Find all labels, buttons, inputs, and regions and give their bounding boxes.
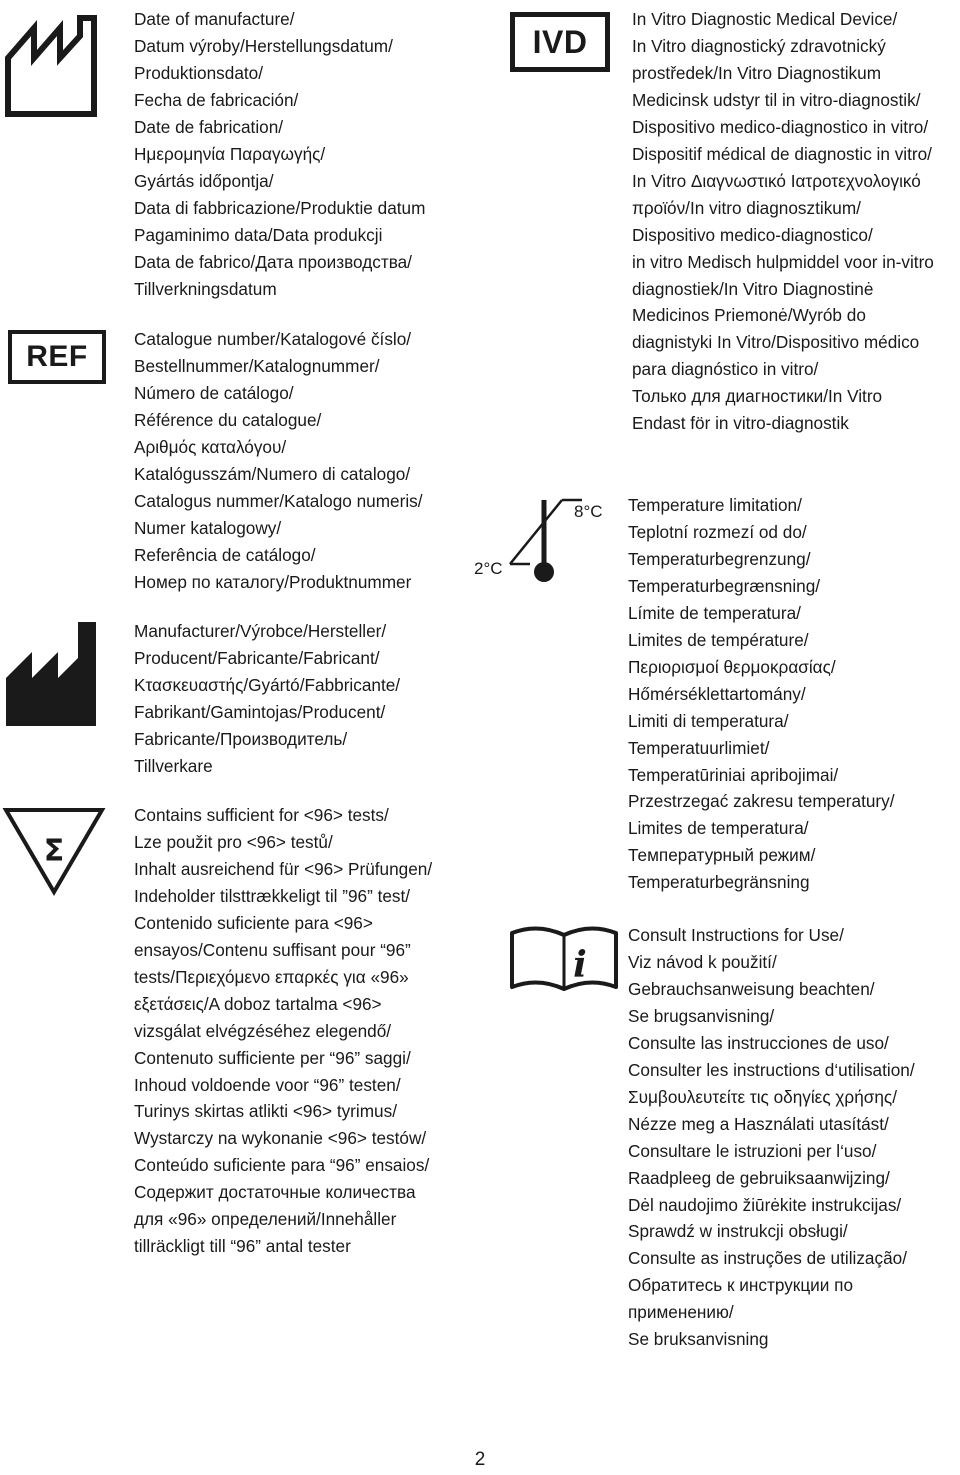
text-line: Produktionsdato/	[134, 62, 263, 83]
text-line: Katalógusszám/Numero di catalogo/	[134, 463, 411, 484]
text-line: Обратитесь к инструкции по	[628, 1275, 854, 1296]
text-line: Manufacturer/Výrobce/Hersteller/	[134, 621, 387, 641]
sigma-triangle-icon	[2, 806, 106, 896]
text-line: Raadpleeg de gebruiksaanwijzing/	[628, 1167, 890, 1188]
text-line: prostředek/In Vitro Diagnostikum	[632, 62, 882, 83]
text-line: Producent/Fabricante/Fabricant/	[134, 647, 380, 668]
sufficient-for-text	[134, 802, 432, 1260]
text-line: Referência de catálogo/	[134, 544, 316, 565]
text-line: Medicinsk udstyr til in vitro-diagnostik/	[632, 89, 921, 110]
text-line: Номер по каталогу/Produktnummer	[134, 571, 412, 592]
text-line: Contains sufficient for <96> tests/	[134, 805, 389, 825]
text-line: Sprawdź w instrukcji obsługi/	[628, 1221, 848, 1242]
text-line: Data di fabbricazione/Produktie datum	[134, 197, 426, 218]
text-line: Lze použit pro <96> testů/	[134, 831, 333, 852]
text-line: In Vitro diagnostický zdravotnický	[632, 35, 886, 56]
text-line: Data de fabrico/Дата производства/	[134, 251, 412, 272]
text-line: Numer katalogowy/	[134, 517, 282, 538]
date-of-manufacture-text	[134, 6, 425, 302]
text-line: Límite de temperatura/	[628, 602, 801, 623]
ivd-label: IVD	[532, 23, 588, 60]
text-line: Gebrauchsanweisung beachten/	[628, 978, 875, 999]
text-line: Inhoud voldoende voor “96” testen/	[134, 1074, 401, 1095]
text-line: Viz návod k použití/	[628, 951, 777, 972]
consult-instructions-icon	[508, 925, 620, 993]
date-of-manufacture-icon	[4, 14, 98, 118]
text-line: εξετάσεις/A doboz tartalma <96>	[134, 993, 382, 1014]
text-line: Date de fabrication/	[134, 116, 284, 137]
text-line: Contenido suficiente para <96>	[134, 912, 373, 933]
text-line: diagnistyki In Vitro/Dispositivo médico	[632, 332, 920, 353]
text-line: Dispositivo medico-diagnostico in vitro/	[632, 116, 929, 137]
text-line: Catalogue number/Katalogové číslo/	[134, 329, 412, 349]
text-line: Fecha de fabricación/	[134, 89, 299, 110]
text-line: Αριθμός καταλόγου/	[134, 436, 287, 457]
text-line: Endast för in vitro-diagnostik	[632, 413, 849, 434]
text-line: Pagaminimo data/Data produkcji	[134, 224, 383, 245]
text-line: Wystarczy na wykonanie <96> testów/	[134, 1128, 427, 1149]
svg-text:i: i	[573, 944, 587, 986]
text-line: Consult Instructions for Use/	[628, 925, 844, 945]
text-line: In Vitro Diagnostic Medical Device/	[632, 9, 898, 29]
text-line: Limites de température/	[628, 629, 809, 650]
temp-low-label: 2°C	[474, 559, 503, 578]
text-line: Consulter les instructions d‘utilisation/	[628, 1059, 915, 1080]
text-line: Temperatūriniai apribojimai/	[628, 764, 839, 785]
text-line: Fabrikant/Gamintojas/Producent/	[134, 701, 386, 722]
text-line: Medicinos Priemonė/Wyrób do	[632, 305, 866, 326]
text-line: προϊόν/In vitro diagnosztikum/	[632, 197, 861, 218]
text-line: Κτασκευαστής/Gyártó/Fabbricante/	[134, 674, 401, 695]
text-line: Consultare le istruzioni per l‘uso/	[628, 1140, 877, 1161]
text-line: Przestrzegać zakresu temperatury/	[628, 791, 895, 812]
text-line: Consulte las instrucciones de uso/	[628, 1032, 889, 1053]
text-line: Limites de temperatura/	[628, 818, 809, 839]
text-line: Ημερομηνία Παραγωγής/	[134, 143, 326, 164]
text-line: Temperaturbegrænsning/	[628, 575, 821, 596]
temp-high-label: 8°C	[574, 502, 603, 521]
text-line: Catalogus nummer/Katalogo numeris/	[134, 490, 423, 511]
text-line: Bestellnummer/Katalognummer/	[134, 355, 380, 376]
text-line: Número de catálogo/	[134, 382, 294, 403]
page-number: 2	[474, 1449, 486, 1470]
text-line: Teplotní rozmezí od do/	[628, 521, 807, 542]
catalogue-number-text	[134, 326, 423, 596]
consult-instructions-text	[628, 922, 915, 1353]
text-line: vizsgálat elvégzéséhez elegendő/	[134, 1020, 392, 1041]
text-line: Date of manufacture/	[134, 9, 295, 29]
text-line: Consulte as instruções de utilização/	[628, 1248, 907, 1269]
text-line: tests/Περιεχόμενο επαρκές για «96»	[134, 966, 409, 987]
text-line: Turinys skirtas atlikti <96> tyrimus/	[134, 1101, 397, 1122]
text-line: Temperature limitation/	[628, 495, 802, 515]
manufacturer-icon	[4, 620, 98, 728]
text-line: Conteúdo suficiente para “96” ensaios/	[134, 1155, 430, 1176]
text-line: Référence du catalogue/	[134, 409, 322, 430]
text-line: применению/	[628, 1302, 734, 1323]
text-line: Inhalt ausreichend für <96> Prüfungen/	[134, 858, 433, 879]
text-line: для «96» определений/Innehåller	[134, 1209, 397, 1230]
text-line: Nézze meg a Használati utasítást/	[628, 1113, 889, 1134]
text-line: Συμβουλευτείτε τις οδηγίες χρήσης/	[628, 1086, 897, 1107]
text-line: Temperaturbegrenzung/	[628, 548, 811, 569]
text-line: ensayos/Contenu suffisant pour “96”	[134, 939, 411, 960]
text-line: Temperatuurlimiet/	[628, 737, 770, 758]
ivd-symbol	[510, 12, 610, 72]
text-line: Indeholder tilsttrækkeligt til ”96” test/	[134, 885, 411, 906]
svg-text:Σ: Σ	[43, 833, 65, 869]
text-line: Gyártás időpontja/	[134, 170, 274, 191]
text-line: Limiti di temperatura/	[628, 710, 789, 731]
text-line: Se bruksanvisning	[628, 1329, 769, 1350]
text-line: Содержит достаточные количества	[134, 1182, 416, 1203]
text-line: Только для диагностики/In Vitro	[632, 386, 883, 407]
text-line: In Vitro Διαγνωστικό Ιατροτεχνολογικό	[632, 170, 921, 191]
ref-symbol	[8, 330, 106, 384]
text-line: Fabricante/Производитель/	[134, 728, 348, 749]
text-line: Dispositivo medico-diagnostico/	[632, 224, 873, 245]
text-line: Hőmérséklettartomány/	[628, 683, 806, 704]
text-line: Tillverkare	[134, 755, 213, 776]
text-line: Datum výroby/Herstellungsdatum/	[134, 35, 393, 56]
text-line: Περιορισμοί θερμοκρασίας/	[628, 656, 836, 677]
text-line: in vitro Medisch hulpmiddel voor in-vitro	[632, 251, 934, 272]
ivd-device-text	[632, 6, 934, 437]
text-line: para diagnóstico in vitro/	[632, 359, 819, 380]
temperature-limitation-text	[628, 492, 895, 896]
text-line: tillräckligt till “96” antal tester	[134, 1236, 351, 1257]
text-line: Температурный режим/	[628, 845, 816, 866]
manufacturer-text	[134, 618, 400, 780]
text-line: Contenuto sufficiente per “96” saggi/	[134, 1047, 411, 1068]
text-line: Dispositif médical de diagnostic in vitro/	[632, 143, 932, 164]
ref-label: REF	[26, 340, 88, 373]
text-line: Dėl naudojimo žiūrėkite instrukcijas/	[628, 1194, 902, 1215]
text-line: Tillverkningsdatum	[134, 278, 277, 299]
text-line: Se brugsanvisning/	[628, 1005, 775, 1026]
text-line: Temperaturbegränsning	[628, 872, 810, 893]
text-line: diagnostiek/In Vitro Diagnostinė	[632, 278, 874, 299]
